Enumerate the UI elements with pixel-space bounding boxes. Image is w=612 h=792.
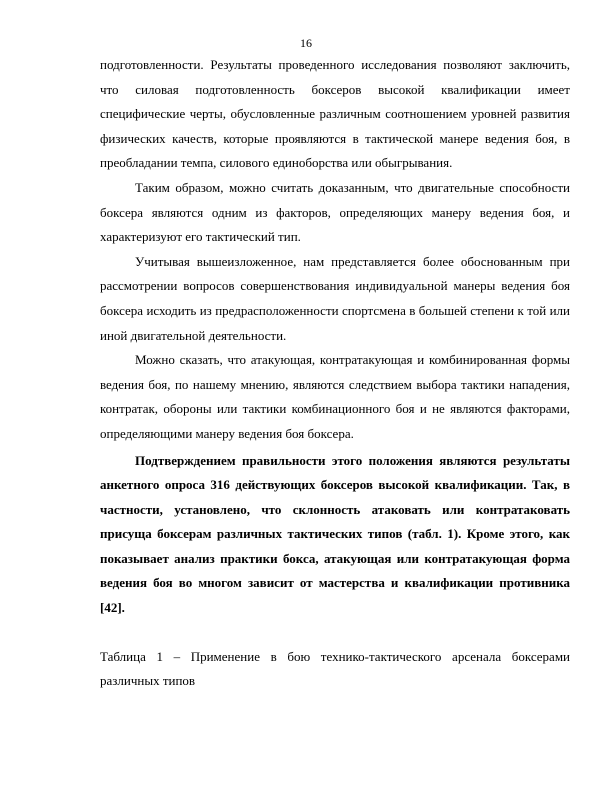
paragraph-considering: Учитывая вышеизложенное, нам представляется более обоснованным при рассмотрении вопросов совершенствования индивидуальной манеры ведения боя боксера исходить из предрасположенности спортсмена в большей степени к той или иной двигательной деятельности. (100, 253, 570, 343)
paragraph-continuation: подготовленности. Результаты проведенного исследования позволяют заключить, что силовая подготовленность боксеров высокой квалификации имеет специфические черты, обусловленные различным соотношением уровней развития физических качеств, которые проявляются в тактической манере ведения боя, в преобладании темпа, силового единоборства или обыгрывания. (100, 57, 570, 171)
document-body (100, 53, 570, 694)
paragraph-survey-results: Подтверждением правильности этого положения являются результаты анкетного опроса 316 действующих боксеров высокой квалификации. Так, в частности, установлено, что склонность атаковать или контратаковать присуща боксерам различных тактических типов (табл. 1). Кроме этого, как показывает анализ практики бокса, атакующая или контратакующая форма ведения боя во многом зависит от мастерства и квалификации противника [42]. (100, 452, 570, 616)
paragraph-conclusion: Таким образом, можно считать доказанным, что двигательные способности боксера являются одним из факторов, определяющих манеру ведения боя, и характеризуют его тактический тип. (100, 179, 570, 245)
paragraph-forms-of-fight: Можно сказать, что атакующая, контратакующая и комбинированная формы ведения боя, по нашему мнению, являются следствием выбора тактики нападения, контратак, обороны или тактики комбинационного боя и не являются факторами, определяющими манеру ведения боя боксера. (100, 352, 570, 441)
table-caption: Таблица 1 – Применение в бою технико-тактического арсенала боксерами различных типов (100, 648, 570, 689)
page-number: 16 (300, 36, 312, 50)
